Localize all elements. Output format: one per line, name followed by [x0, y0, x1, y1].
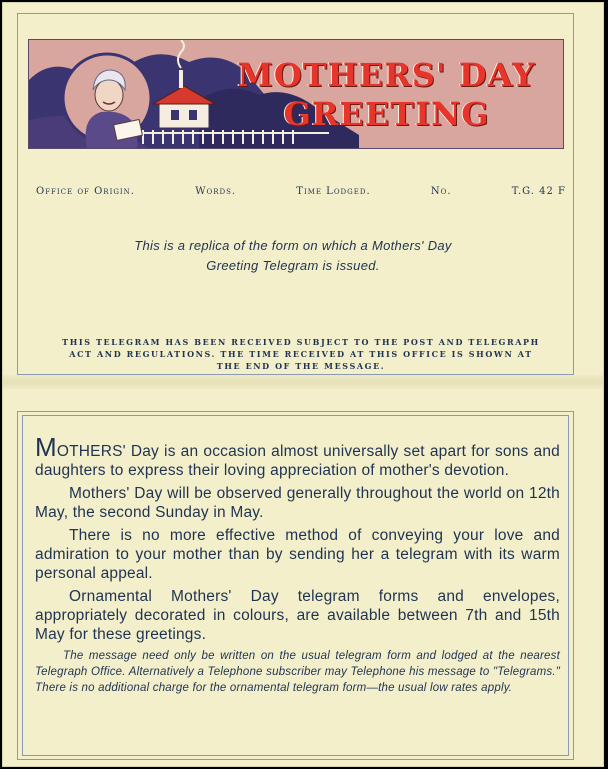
drop-cap: M [35, 432, 57, 462]
banner-title [214, 56, 559, 134]
notice-line2: ACT AND REGULATIONS. THE TIME RECEIVED AT THIS OFFICE IS SHOWN AT [69, 349, 533, 359]
paragraph-intro [35, 432, 560, 480]
information-text [35, 432, 560, 700]
banner-title-line1: MOTHERS' DAY [237, 56, 536, 94]
information-panel [17, 411, 574, 760]
field-form-code: T.G. 42 F [511, 186, 566, 197]
telegram-form-panel [17, 13, 574, 375]
field-words: Words. [195, 186, 237, 197]
replica-note-line1: This is a replica of the form on which a Mothers' Day [134, 238, 452, 253]
notice-line3: THE END OF THE MESSAGE. [216, 361, 386, 371]
field-office-of-origin: Office of Origin. [36, 186, 135, 197]
notice-line1: THIS TELEGRAM HAS BEEN RECEIVED SUBJECT TO THE POST AND TELEGRAPH [62, 337, 540, 347]
replica-note [58, 236, 528, 276]
paragraph-forms: Ornamental Mothers' Day telegram forms and envelopes, appropriately decorated in colours, are available between 7th and 15th May for these greetings. [35, 588, 560, 643]
information-panel-inner-border [22, 415, 569, 756]
fine-print: The message need only be written on the usual telegram form and lodged at the nearest Telegraph Office. Alternatively a Telephone subscriber may Telephone his message to "Telegrams." There is no additional charge for the ornamental telegram form—the usual low rates apply. [35, 650, 560, 694]
field-time-lodged: Time Lodged. [296, 186, 371, 197]
telegram-leaflet [2, 2, 604, 767]
banner-title-line2: GREETING [283, 95, 490, 133]
field-number: No. [430, 186, 452, 197]
paragraph-method: There is no more effective method of conveying your love and admiration to your mother than by sending her a telegram with its warm personal appeal. [35, 527, 560, 582]
fold-crease [3, 375, 603, 389]
regulations-notice [36, 336, 566, 372]
telegram-header-fields [36, 186, 566, 197]
greeting-banner [28, 39, 564, 149]
paragraph-date: Mothers' Day will be observed generally throughout the world on 12th May, the second Sunday in May. [35, 485, 560, 521]
paragraph-intro-text: OTHERS' Day is an occasion almost universally set apart for sons and daughters to express their loving appreciation of mother's devotion. [35, 443, 560, 479]
replica-note-line2: Greeting Telegram is issued. [206, 258, 380, 273]
